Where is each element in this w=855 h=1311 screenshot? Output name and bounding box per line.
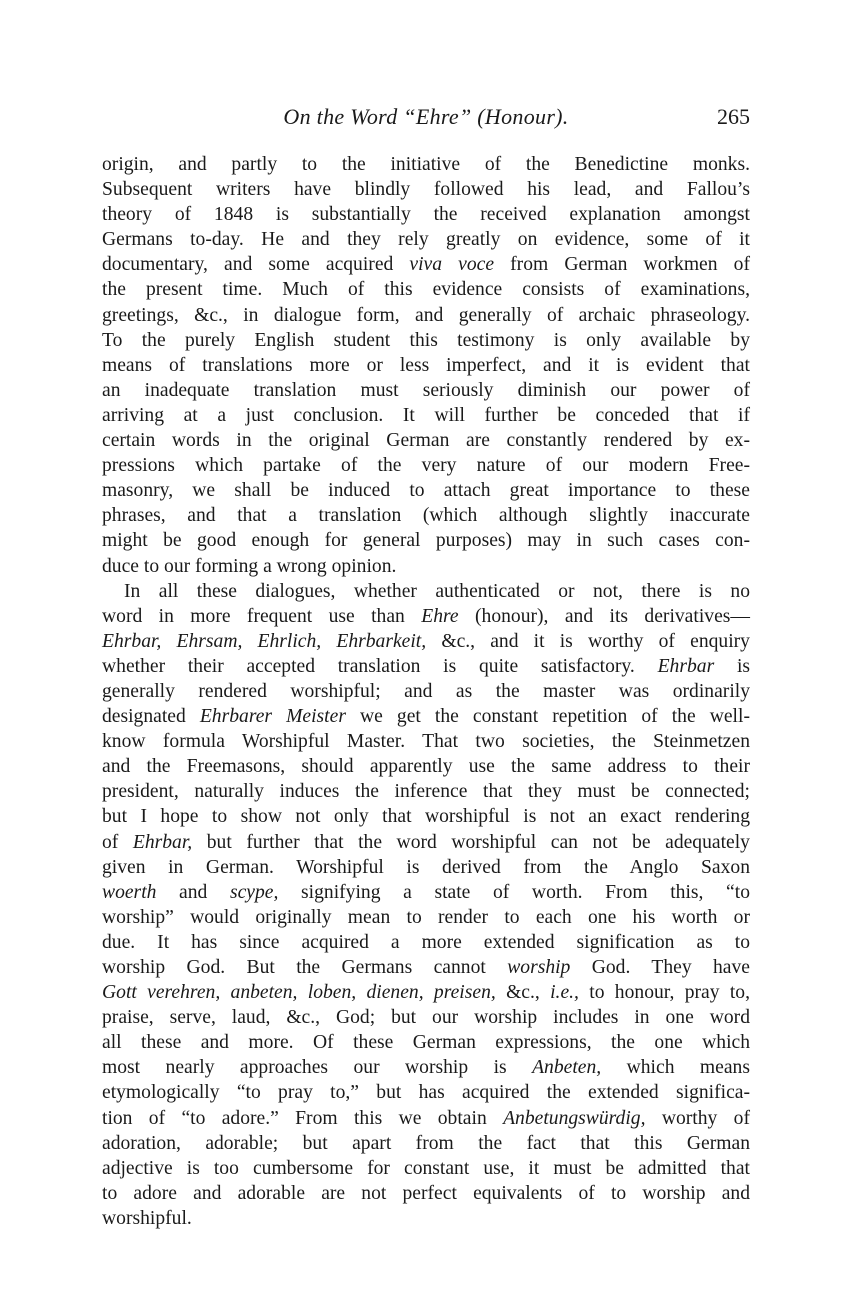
text-segment: designated	[102, 706, 200, 728]
text-segment: all these and more. Of these German expressions, the one which	[102, 1032, 750, 1054]
text-line	[102, 252, 750, 277]
text-line	[102, 654, 750, 679]
text-segment: adjective is too cumbersome for constant use, it must be admitted that	[102, 1157, 750, 1179]
text-segment: arriving at a just conclusion. It will further be conceded that if	[102, 404, 750, 426]
running-title: On the Word “Ehre” (Honour).	[283, 104, 569, 129]
text-segment: etymologically “to pray to,” but has acquired the extended significa-	[102, 1082, 750, 1104]
text-segment: adoration, adorable; but apart from the fact that this German	[102, 1132, 750, 1154]
italic-text: Ehrbar	[657, 655, 715, 677]
italic-text: Ehrbar, Ehrsam, Ehrlich, Ehrbarkeit,	[102, 630, 427, 652]
text-segment: the present time. Much of this evidence consists of examinations,	[102, 279, 750, 301]
text-line	[102, 579, 750, 604]
italic-text: Anbetungswürdig,	[503, 1107, 646, 1129]
italic-text: worship	[507, 957, 571, 978]
italic-text: Ehre	[421, 605, 459, 627]
text-line	[102, 629, 750, 654]
text-segment: To the purely English student this testimony is only available by	[102, 329, 750, 351]
text-segment: masonry, we shall be induced to attach great importance to these	[102, 480, 750, 502]
text-line	[102, 729, 750, 754]
text-line	[102, 202, 750, 227]
text-line	[102, 1005, 750, 1030]
text-segment: of	[102, 831, 133, 853]
italic-text: scype,	[229, 881, 279, 903]
text-segment: praise, serve, laud, &c., God; but our worship includes in one word	[102, 1007, 750, 1029]
text-line	[102, 503, 750, 528]
text-line	[102, 478, 750, 503]
text-segment: know formula Worshipful Master. That two societies, the Steinmetzen	[102, 731, 750, 753]
text-segment: word in more frequent use than	[102, 605, 422, 627]
text-segment: (honour), and its derivatives—	[458, 605, 750, 627]
text-segment: to honour, pray to,	[578, 982, 750, 1004]
text-segment: from German workmen of	[494, 254, 750, 276]
text-line	[102, 277, 750, 302]
text-line	[102, 704, 750, 729]
text-line	[102, 880, 750, 905]
text-segment: certain words in the original German are constantly rendered by ex-	[102, 430, 750, 452]
text-segment: signifying a state of worth. From this, “to	[278, 881, 750, 903]
text-segment: worship” would originally mean to render to each one his worth or	[102, 906, 750, 928]
text-segment: theory of 1848 is substantially the received explanation amongst	[102, 204, 750, 226]
text-segment: most nearly approaches our worship is	[102, 1057, 533, 1079]
text-line	[102, 1106, 750, 1131]
text-line	[102, 554, 750, 579]
text-segment: an inadequate translation must seriously diminish our power of	[102, 379, 750, 401]
text-line	[102, 1181, 750, 1206]
text-segment: to adore and adorable are not perfect equivalents of to worship and	[102, 1182, 750, 1204]
text-line	[102, 1055, 750, 1080]
text-segment: documentary, and some acquired	[102, 254, 410, 276]
text-line	[102, 980, 750, 1005]
text-line	[102, 905, 750, 930]
text-line	[102, 830, 750, 855]
text-line	[102, 779, 750, 804]
text-segment: pressions which partake of the very nature of our modern Free-	[102, 455, 750, 477]
text-line	[102, 1206, 750, 1231]
italic-text: viva voce	[409, 254, 495, 276]
text-line	[102, 528, 750, 553]
text-segment: and the Freemasons, should apparently use the same address to their	[102, 756, 750, 778]
text-line	[102, 303, 750, 328]
text-segment: given in German. Worshipful is derived from the Anglo Saxon	[102, 856, 750, 878]
text-line	[102, 930, 750, 955]
text-segment: might be good enough for general purposes) may in such cases con-	[102, 530, 750, 552]
italic-text: woerth	[102, 881, 157, 903]
text-segment: tion of “to adore.” From this we obtain	[102, 1107, 504, 1129]
text-line	[102, 804, 750, 829]
text-line	[102, 1156, 750, 1181]
text-line	[102, 604, 750, 629]
italic-text: Ehrbarer Meister	[199, 706, 346, 728]
text-segment: due. It has since acquired a more extended signification as to	[102, 931, 750, 953]
text-segment: president, naturally induces the inference that they must be connected;	[102, 781, 750, 803]
text-line	[102, 403, 750, 428]
text-line	[102, 453, 750, 478]
text-line	[102, 428, 750, 453]
text-segment: God. They have	[570, 957, 751, 978]
text-line	[102, 855, 750, 880]
italic-text: Anbeten,	[532, 1057, 602, 1079]
text-line	[102, 152, 750, 177]
text-segment: generally rendered worshipful; and as the master was ordinarily	[102, 680, 750, 702]
text-line	[102, 1131, 750, 1156]
text-segment: is	[714, 655, 751, 677]
text-segment: worship God. But the Germans cannot	[102, 957, 508, 978]
text-segment: In all these dialogues, whether authenticated or not, there is no	[124, 580, 750, 602]
text-line	[102, 1030, 750, 1055]
text-segment: and	[156, 881, 230, 903]
text-segment: whether their accepted translation is quite satisfactory.	[102, 655, 658, 677]
italic-text: Ehrbar,	[132, 831, 193, 853]
text-line	[102, 227, 750, 252]
text-line	[102, 378, 750, 403]
text-segment: worthy of	[645, 1107, 750, 1129]
text-line	[102, 1080, 750, 1105]
body-text	[102, 152, 750, 1231]
text-segment: we get the constant repetition of the well-	[345, 706, 750, 728]
text-segment: means of translations more or less imperfect, and it is evident that	[102, 354, 750, 376]
text-segment: Subsequent writers have blindly followed his lead, and Fallou’s	[102, 179, 750, 201]
text-line	[102, 955, 750, 980]
page-number: 265	[717, 104, 750, 129]
text-line	[102, 328, 750, 353]
text-segment: duce to our forming a wrong opinion.	[102, 555, 397, 577]
text-segment: origin, and partly to the initiative of the Benedictine monks.	[102, 154, 750, 175]
text-segment: &c., and it is worthy of enquiry	[426, 630, 750, 652]
text-segment: which means	[601, 1057, 750, 1079]
text-segment: Germans to-day. He and they rely greatly on evidence, some of it	[102, 229, 750, 251]
text-segment: worshipful.	[102, 1207, 192, 1229]
text-segment: phrases, and that a translation (which although slightly inaccurate	[102, 505, 750, 527]
italic-text: Gott verehren, anbeten, loben, dienen, preisen,	[102, 982, 496, 1004]
italic-text: i.e.,	[550, 982, 579, 1004]
running-head	[102, 104, 750, 134]
text-line	[102, 754, 750, 779]
text-segment: &c.,	[495, 982, 551, 1004]
text-segment: but I hope to show not only that worshipful is not an exact rendering	[102, 806, 750, 828]
text-segment: greetings, &c., in dialogue form, and generally of archaic phraseology.	[102, 304, 750, 326]
text-line	[102, 177, 750, 202]
text-segment: but further that the word worshipful can not be adequately	[192, 831, 750, 853]
text-line	[102, 353, 750, 378]
text-line	[102, 679, 750, 704]
